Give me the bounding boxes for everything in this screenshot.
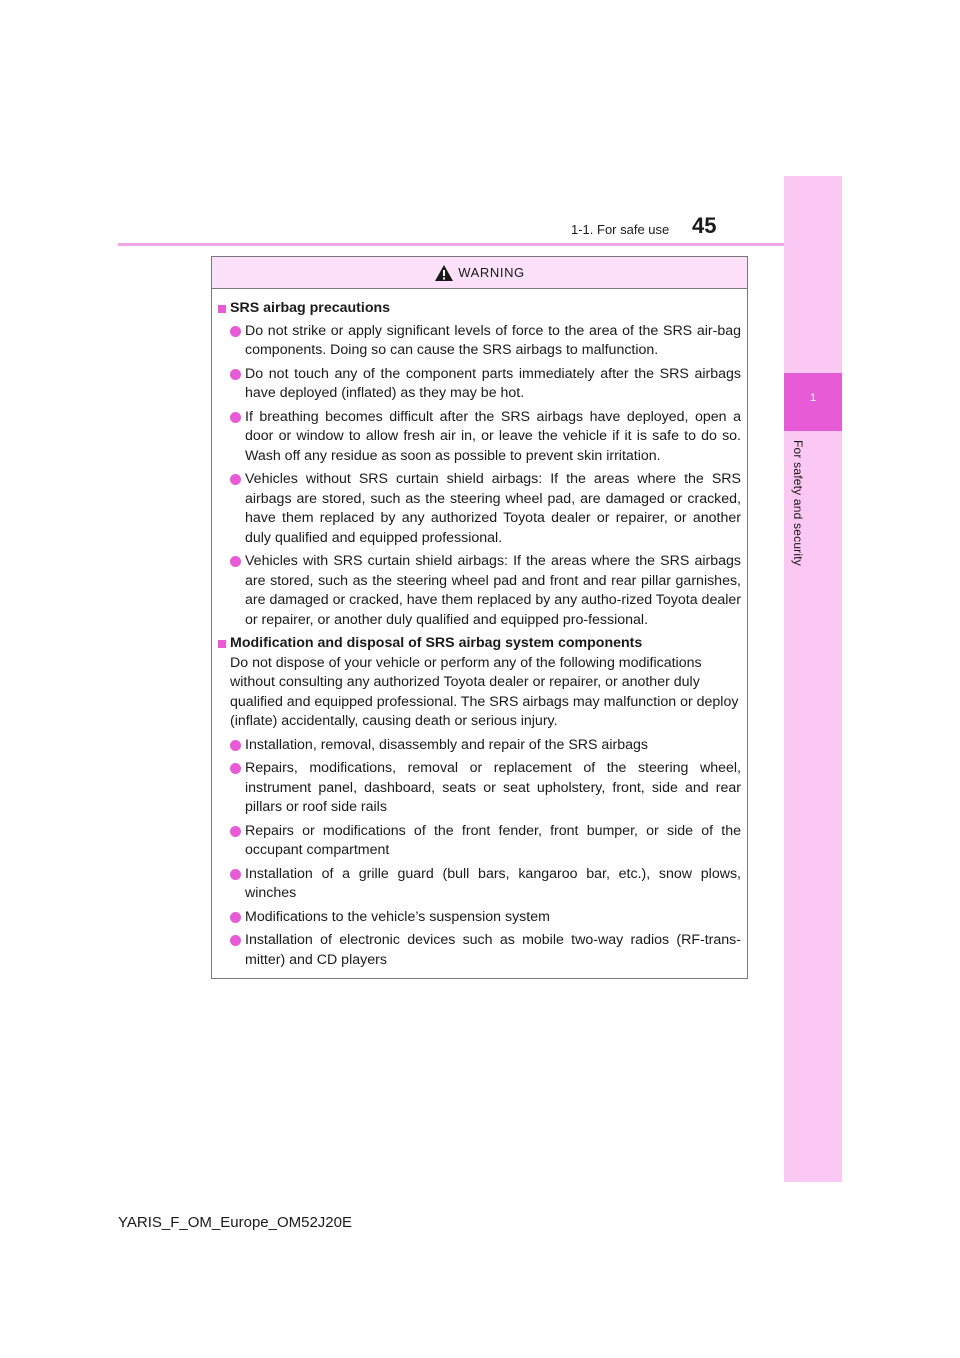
list-item: Modifications to the vehicle’s suspension system: [230, 908, 741, 928]
warning-title: WARNING: [458, 265, 525, 280]
chapter-sidebar: [784, 176, 842, 1182]
section-intro: Do not dispose of your vehicle or perform any of the following modifications without consulting any authorized Toyota dealer or repairer, or another duly qualified and equipped professional. The SRS airbags may malfunction or deploy (inflate) accidentally, causing death or serious injury.: [230, 654, 739, 729]
list-item: If breathing becomes difficult after the SRS airbags have deployed, open a door or window to allow fresh air in, or leave the vehicle if it is safe to do so. Wash off any residue as soon as possible to prevent skin irritation.: [230, 408, 741, 467]
bullet-dot-icon: [230, 369, 241, 380]
warning-box: [211, 256, 748, 979]
list-item: Vehicles without SRS curtain shield airbags: If the areas where the SRS airbags are stored, such as the steering wheel pad, are damaged or cracked, have them replaced by any authorized Toyota dealer or repairer, or another duly qualified and equipped professional.: [230, 470, 741, 548]
bullet-dot-icon: [230, 556, 241, 567]
header-rule: [118, 243, 784, 246]
list-item: Do not strike or apply significant levels of force to the area of the SRS air-bag components. Doing so can cause the SRS airbags to malfunction.: [230, 322, 741, 361]
list-item: Do not touch any of the component parts immediately after the SRS airbags have deployed (inflated) as they may be hot.: [230, 365, 741, 404]
list-item: Vehicles with SRS curtain shield airbags: If the areas where the SRS airbags are stored, such as the steering wheel pad and front and rear pillar garnishes, are damaged or cracked, have them replaced by any autho-rized Toyota dealer or repairer, or another duly qualified and equipped pro-fessional.: [230, 552, 741, 630]
bullet-dot-icon: [230, 912, 241, 923]
bullet-dot-icon: [230, 826, 241, 837]
square-bullet-icon: [218, 640, 226, 648]
bullet-dot-icon: [230, 869, 241, 880]
document-code: YARIS_F_OM_Europe_OM52J20E: [118, 1214, 353, 1231]
bullet-dot-icon: [230, 763, 241, 774]
bullet-dot-icon: [230, 326, 241, 337]
list-item: Installation of electronic devices such as mobile two-way radios (RF-trans-mitter) and CD players: [230, 931, 741, 970]
list-item: Installation of a grille guard (bull bars, kangaroo bar, etc.), snow plows, winches: [230, 865, 741, 904]
chapter-title: For safety and security: [791, 440, 805, 566]
list-item: Installation, removal, disassembly and repair of the SRS airbags: [230, 736, 741, 756]
warning-content: [212, 289, 747, 970]
warning-header: [212, 257, 747, 289]
section-heading: Modification and disposal of SRS airbag system components: [218, 634, 741, 654]
chapter-number: 1: [809, 392, 817, 404]
bullet-dot-icon: [230, 474, 241, 485]
list-item: Repairs or modifications of the front fender, front bumper, or side of the occupant compartment: [230, 822, 741, 861]
bullet-dot-icon: [230, 412, 241, 423]
header-section-title: 1-1. For safe use: [571, 222, 670, 237]
page-number: 45: [692, 213, 717, 238]
bullet-dot-icon: [230, 935, 241, 946]
bullet-dot-icon: [230, 740, 241, 751]
list-item: Repairs, modifications, removal or replacement of the steering wheel, instrument panel, dashboard, seats or seat upholstery, front, side and rear pillars or roof side rails: [230, 759, 741, 818]
warning-triangle-icon: [434, 264, 454, 282]
square-bullet-icon: [218, 305, 226, 313]
section-heading: SRS airbag precautions: [218, 299, 741, 319]
